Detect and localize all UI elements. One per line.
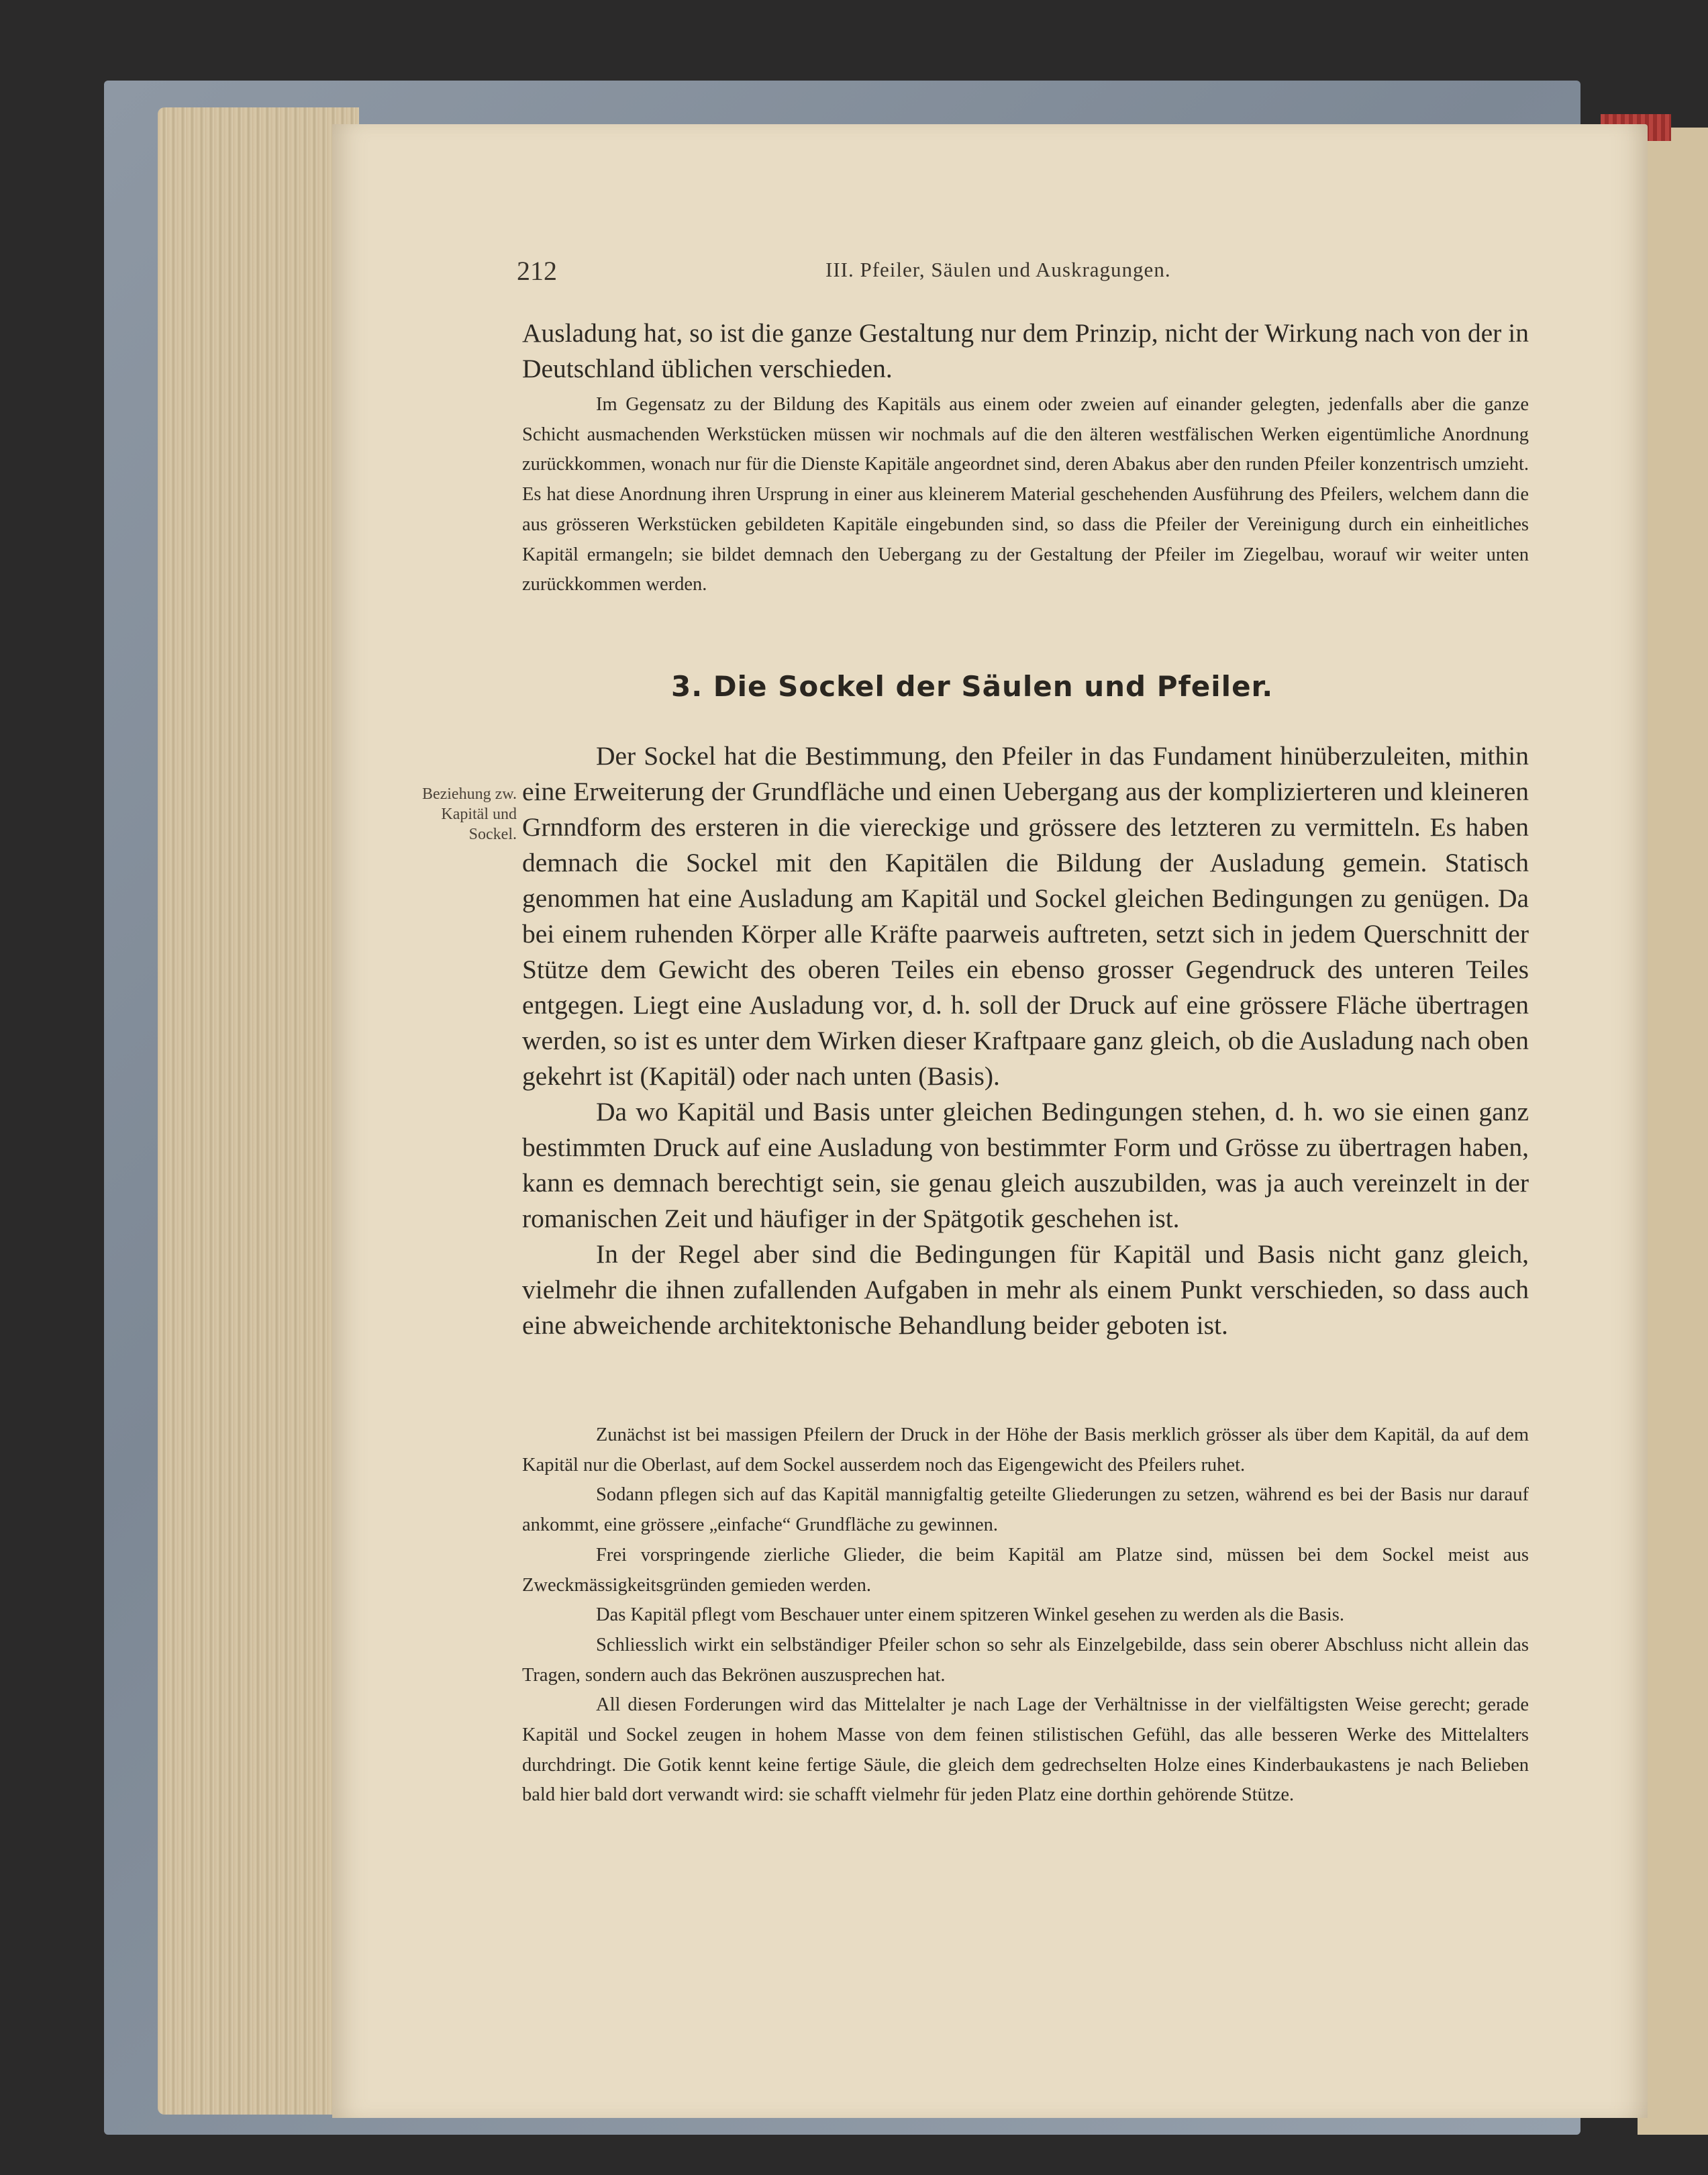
facing-page-edge: [1638, 128, 1708, 2135]
margin-note: Beziehung zw. Kapitäl und Sockel.: [421, 785, 517, 843]
paragraph: Im Gegensatz zu der Bildung des Kapitäls aus einem oder zweien auf einander gelegten, jedenfalls aber die ganze Schicht ausmachenden Werkstücken müssen wir nochmals auf die den älteren westfälischen Werken eigentümliche Anordnung zurückkommen, wonach nur für die Dienste Kapitäle angeordnet sind, deren Abakus aber den runden Pfeiler konzentrisch umzieht. Es hat diese Anordnung ihren Ursprung in einer aus kleinerem Material geschehenden Ausführung des Pfeilers, welchem dann die aus grösseren Werkstücken gebildeten Kapitäle eingebunden sind, so dass die Pfeiler der Vereinigung durch ein einheitliches Kapitäl ermangeln; sie bildet demnach den Uebergang zu der Gestaltung der Pfeiler im Ziegelbau, worauf wir weiter unten zurückkommen werden.: [522, 394, 1529, 595]
paragraph: Ausladung hat, so ist die ganze Gestaltung nur dem Prinzip, nicht der Wirkung nach von der in Deutschland üblichen verschieden.: [522, 318, 1529, 383]
page-number: 212: [517, 256, 557, 286]
section-heading: 3. Die Sockel der Säulen und Pfeiler.: [671, 670, 1274, 703]
paragraph: Sodann pflegen sich auf das Kapitäl mannigfaltig geteilte Gliederungen zu setzen, während es bei der Basis nur darauf ankommt, eine grössere „einfache“ Grundfläche zu gewinnen.: [522, 1484, 1529, 1536]
paragraph: Frei vorspringende zierliche Glieder, die beim Kapitäl am Platze sind, müssen bei dem Sockel meist aus Zweckmässigkeitsgründen gemieden werden.: [522, 1544, 1529, 1596]
paragraph: Der Sockel hat die Bestimmung, den Pfeiler in das Fundament hinüberzuleiten, mithin eine Erweiterung der Grundfläche und einen Uebergang aus der komplizierteren und kleineren Grnndform des ersteren in die viereckige und grössere des letzteren zu vermitteln. Es haben demnach die Sockel mit den Kapitälen die Bildung der Ausladung gemein. Statisch genommen hat eine Ausladung am Kapitäl und Sockel gleichen Bedingungen zu genügen. Da bei einem ruhenden Körper alle Kräfte paarweis auftreten, setzt sich in jedem Querschnitt der Stütze dem Gewicht des oberen Teiles ein ebenso grosser Gegendruck des unteren Teiles entgegen. Liegt eine Ausladung vor, d. h. soll der Druck auf eine grössere Fläche übertragen werden, so ist es unter dem Wirken dieser Kraftpaare ganz gleich, ob die Ausladung nach oben gekehrt ist (Kapitäl) oder nach unten (Basis).: [522, 741, 1529, 1091]
paragraph: Zunächst ist bei massigen Pfeilern der Druck in der Höhe der Basis merklich grösser als über dem Kapitäl, da auf dem Kapitäl nur die Oberlast, auf dem Sockel ausserdem noch das Eigengewicht des Pfeilers ruhet.: [522, 1424, 1529, 1476]
paragraph-2-block: [522, 390, 1529, 600]
paragraph: In der Regel aber sind die Bedingungen für Kapitäl und Basis nicht ganz gleich, vielmehr die ihnen zufallenden Aufgaben in mehr als einem Punkt verschieden, so dass auch eine abweichende architektonische Behandlung beider geboten ist.: [522, 1239, 1529, 1340]
main-text-block: [522, 738, 1529, 1343]
small-text-block: [522, 1420, 1529, 1810]
paragraph: All diesen Forderungen wird das Mittelalter je nach Lage der Verhältnisse in der vielfältigsten Weise gerecht; gerade Kapitäl und Sockel zeugen in hohem Masse von dem feinen stilistischen Gefühl, das alle besseren Werke des Mittelalters durchdringt. Die Gotik kennt keine fertige Säule, die gleich dem gedrechselten Holze eines Kinderbaukastens je nach Belieben bald hier bald dort verwandt wird: sie schafft vielmehr für jeden Platz eine dorthin gehörende Stütze.: [522, 1694, 1529, 1806]
paragraph: Das Kapitäl pflegt vom Beschauer unter einem spitzeren Winkel gesehen zu werden als die Basis.: [596, 1604, 1345, 1626]
paragraph: Schliesslich wirkt ein selbständiger Pfeiler schon so sehr als Einzelgebilde, dass sein oberer Abschluss nicht allein das Tragen, sondern auch das Bekrönen auszusprechen hat.: [522, 1634, 1529, 1686]
page-header: [517, 255, 1523, 295]
page-edges: [158, 107, 359, 2115]
paragraph-1-block: [522, 316, 1529, 387]
paragraph: Da wo Kapitäl und Basis unter gleichen Bedingungen stehen, d. h. wo sie einen ganz bestimmten Druck auf eine Ausladung von bestimmter Form und Grösse zu übertragen haben, kann es demnach berechtigt sein, sie genau gleich auszubilden, was ja auch vereinzelt in der romanischen Zeit und häufiger in der Spätgotik geschehen ist.: [522, 1097, 1529, 1233]
running-title: III. Pfeiler, Säulen und Auskragungen.: [825, 258, 1171, 281]
